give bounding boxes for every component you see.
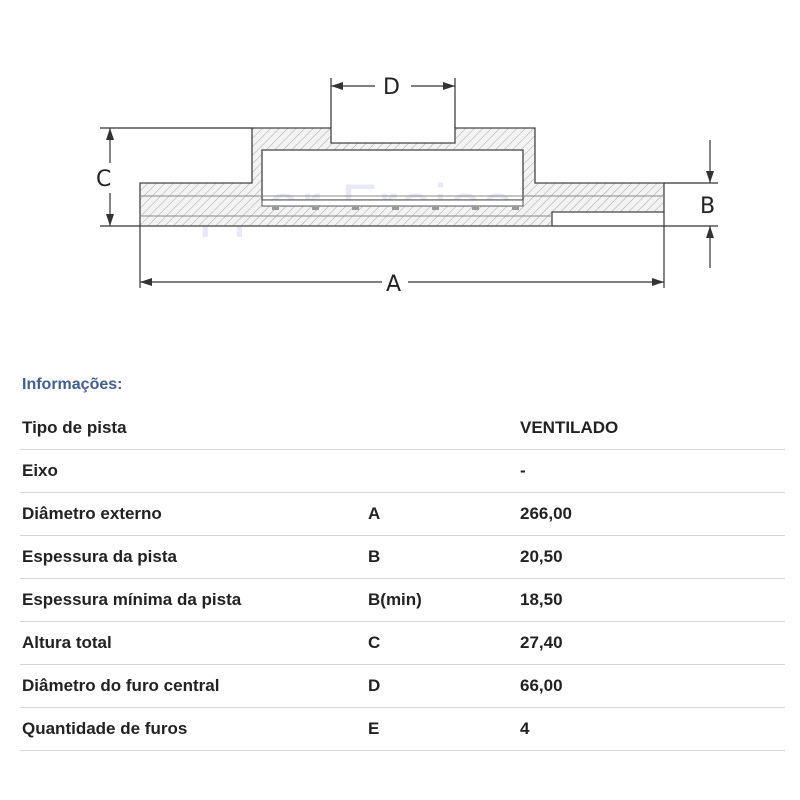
spec-value: 27,40 — [518, 622, 785, 665]
spec-code: E — [366, 708, 518, 751]
spec-label: Tipo de pista — [20, 407, 366, 450]
dimension-d-label: D — [383, 75, 400, 100]
info-section-title: Informações: — [22, 376, 123, 393]
brake-disc-diagram — [0, 0, 800, 340]
spec-code: B(min) — [366, 579, 518, 622]
spec-value: 20,50 — [518, 536, 785, 579]
spec-value: - — [518, 450, 785, 493]
spec-code: D — [366, 665, 518, 708]
spec-label: Quantidade de furos — [20, 708, 366, 751]
dimension-b-label: B — [700, 194, 716, 219]
spec-table — [20, 407, 785, 751]
spec-label: Eixo — [20, 450, 366, 493]
table-row — [20, 536, 785, 579]
table-row — [20, 708, 785, 751]
spec-code — [366, 407, 518, 450]
spec-label: Diâmetro externo — [20, 493, 366, 536]
spec-value: 266,00 — [518, 493, 785, 536]
spec-label: Espessura da pista — [20, 536, 366, 579]
spec-label: Altura total — [20, 622, 366, 665]
spec-label: Diâmetro do furo central — [20, 665, 366, 708]
spec-value: 18,50 — [518, 579, 785, 622]
spec-code: B — [366, 536, 518, 579]
spec-code: A — [366, 493, 518, 536]
table-row — [20, 450, 785, 493]
table-row — [20, 493, 785, 536]
dimension-a-label: A — [386, 272, 402, 297]
spec-value: 4 — [518, 708, 785, 751]
dimension-c-label: C — [96, 167, 112, 192]
spec-code — [366, 450, 518, 493]
spec-value: 66,00 — [518, 665, 785, 708]
spec-label: Espessura mínima da pista — [20, 579, 366, 622]
spec-code: C — [366, 622, 518, 665]
table-row — [20, 622, 785, 665]
spec-value: VENTILADO — [518, 407, 785, 450]
table-row — [20, 579, 785, 622]
table-row — [20, 407, 785, 450]
table-row — [20, 665, 785, 708]
